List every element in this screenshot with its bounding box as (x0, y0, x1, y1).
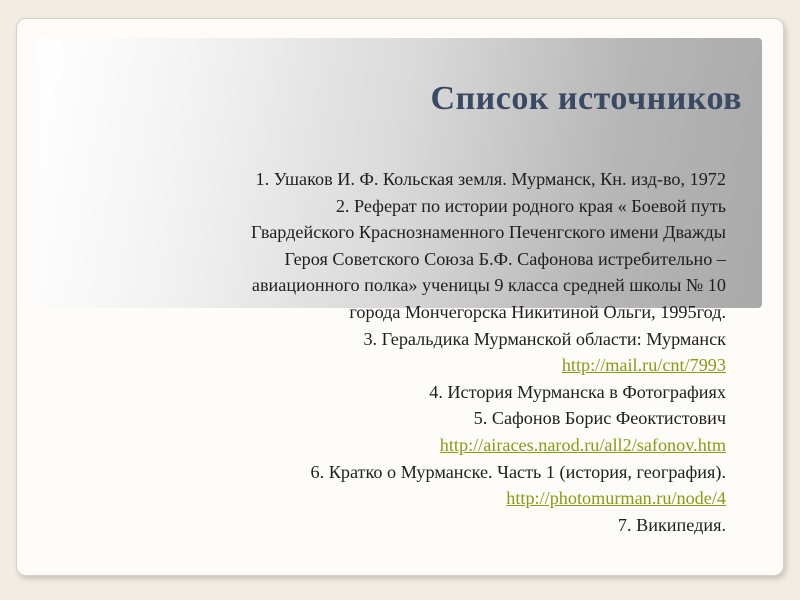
source-line-6: города Мончегорска Никитиной Ольги, 1995год. (349, 301, 726, 322)
slide-title: Список источников (430, 80, 742, 117)
source-line-12: 6. Кратко о Мурманске. Часть 1 (история, география). (310, 461, 726, 482)
link-mail-ru[interactable]: http://mail.ru/cnt/7993 (561, 355, 726, 376)
link-photomurman[interactable]: http://photomurman.ru/node/4 (506, 488, 726, 509)
source-line-1: 1. Ушаков И. Ф. Кольская земля. Мурманск, Кн. изд-во, 1972 (255, 169, 726, 189)
source-line-5: авиационного полка» ученицы 9 класса средней школы № 10 (251, 275, 726, 296)
source-line-3: Гвардейского Краснознаменного Печенгского имени Дважды (251, 222, 726, 243)
source-line-4: Героя Советского Союза Б.Ф. Сафонова истребительно – (284, 248, 726, 269)
source-line-9: 4. История Мурманска в Фотографиях (429, 381, 726, 402)
sources-list (106, 166, 726, 538)
source-line-10: 5. Сафонов Борис Феоктистович (473, 408, 726, 429)
source-line-14: 7. Википедия. (617, 514, 726, 535)
source-line-2: 2. Реферат по истории родного края « Боевой путь (335, 195, 726, 216)
link-airaces[interactable]: http://airaces.narod.ru/all2/safonov.htm (439, 434, 726, 455)
source-line-7: 3. Геральдика Мурманской области: Мурманск (363, 328, 726, 349)
